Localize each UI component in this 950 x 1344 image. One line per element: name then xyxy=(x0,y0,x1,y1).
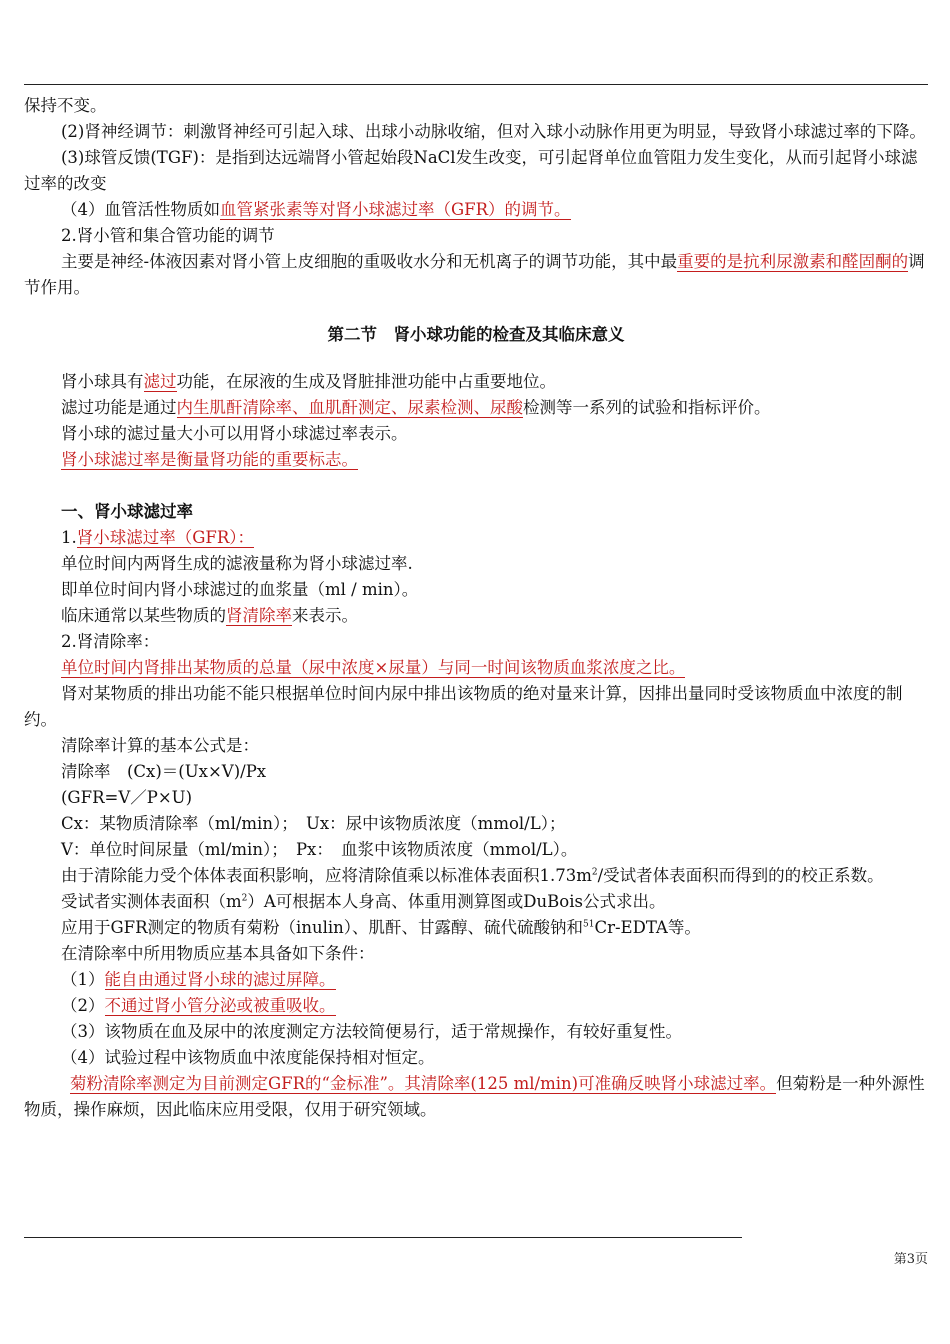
paragraph xyxy=(24,395,928,421)
highlighted-text: 内生肌酐清除率、血肌酐测定、尿素检测、尿酸 xyxy=(176,398,523,417)
paragraph: (2)肾神经调节：刺激肾神经可引起入球、出球小动脉收缩，但对入球小动脉作用更为明显，导致肾小球滤过率的下降。 xyxy=(61,122,926,141)
paragraph xyxy=(2,655,928,681)
subheading: 2.肾小管和集合管功能的调节 xyxy=(61,226,275,245)
footer-rule xyxy=(24,1237,742,1238)
paragraph xyxy=(24,1071,928,1123)
text-run: 主要是神经-体液因素对肾小管上皮细胞的重吸收水分和无机离子的调节功能，其中最 xyxy=(61,252,678,271)
text-run: 滤过功能是通过 xyxy=(61,398,177,417)
text-run: 功能，在尿液的生成及肾脏排泄功能中占重要地位。 xyxy=(176,372,556,391)
paragraph: 保持不变。 xyxy=(24,96,107,115)
list-item: （3）该物质在血及尿中的浓度测定方法较简便易行，适于常规操作，有较好重复性。 xyxy=(61,1022,682,1041)
paragraph: 清除率计算的基本公式是： xyxy=(61,736,259,755)
paragraph xyxy=(24,915,928,941)
paragraph xyxy=(24,197,928,223)
text-run: 1. xyxy=(61,528,77,547)
paragraph: 单位时间内两肾生成的滤液量称为肾小球滤过率. xyxy=(61,554,413,573)
paragraph: (3)球管反馈(TGF)：是指到达远端肾小管起始段NaCl发生改变，可引起肾单位血管阻力发生变化，从而引起肾小球滤过率的改变 xyxy=(24,148,918,193)
paragraph xyxy=(24,603,928,629)
list-item xyxy=(24,967,928,993)
paragraph xyxy=(24,889,928,915)
superscript: 51 xyxy=(583,919,595,930)
text-run: （2） xyxy=(61,996,105,1015)
text-run: Cr-EDTA等。 xyxy=(594,918,701,937)
text-run: 检测等一系列的试验和指标评价。 xyxy=(523,398,771,417)
paragraph xyxy=(24,249,928,301)
header-rule xyxy=(24,84,928,85)
highlighted-text: 不通过肾小管分泌或被重吸收。 xyxy=(104,996,336,1015)
text-run: 临床通常以某些物质的 xyxy=(61,606,226,625)
highlighted-text: 菊粉清除率测定为目前测定GFR的“金标准”。其清除率(125 ml/min)可准确反映肾小球滤过率。 xyxy=(70,1074,777,1093)
highlighted-text: 肾清除率 xyxy=(226,606,292,625)
highlighted-text: 肾小球滤过率是衡量肾功能的重要标志。 xyxy=(61,450,358,469)
text-run: ）A可根据本人身高、体重用测算图或DuBois公式求出。 xyxy=(247,892,666,911)
list-item xyxy=(24,993,928,1019)
text-run: 应用于GFR测定的物质有菊粉（inulin）、肌酐、甘露醇、硫代硫酸钠和 xyxy=(61,918,584,937)
text-run: （1） xyxy=(61,970,105,989)
text-run: 调节作用。 xyxy=(24,252,925,297)
text-run: 来表示。 xyxy=(292,606,358,625)
highlighted-text: 单位时间内肾排出某物质的总量（尿中浓度×尿量）与同一时间该物质血浆浓度之比。 xyxy=(61,658,686,677)
highlighted-text: 重要的是抗利尿激素和醛固酮的 xyxy=(677,252,909,271)
highlighted-text: 肾小球滤过率（GFR）： xyxy=(76,528,255,547)
paragraph: 在清除率中所用物质应基本具备如下条件： xyxy=(61,944,375,963)
text-run: 但菊粉是一种外源性物质，操作麻烦，因此临床应用受限，仅用于研究领域。 xyxy=(24,1074,925,1119)
paragraph: 肾对某物质的排出功能不能只根据单位时间内尿中排出该物质的绝对量来计算，因排出量同时受该物质血中浓度的制约。 xyxy=(24,684,903,729)
page-number: 第3页 xyxy=(893,1252,928,1267)
paragraph: 肾小球的滤过量大小可以用肾小球滤过率表示。 xyxy=(61,424,408,443)
list-item: （4）试验过程中该物质血中浓度能保持相对恒定。 xyxy=(61,1048,435,1067)
superscript: 2 xyxy=(241,893,248,904)
superscript: 2 xyxy=(591,867,598,878)
text-run: 由于清除能力受个体体表面积影响，应将清除值乘以标准体表面积1.73m xyxy=(61,866,592,885)
highlighted-text: 血管紧张素等对肾小球滤过率（GFR）的调节。 xyxy=(220,200,571,219)
paragraph xyxy=(24,369,928,395)
text-run: 肾小球具有 xyxy=(61,372,144,391)
text-run: 受试者实测体表面积（m xyxy=(61,892,242,911)
heading: 一、肾小球滤过率 xyxy=(61,502,193,521)
paragraph xyxy=(24,447,928,473)
paragraph: V：单位时间尿量（ml/min）； Px： 血浆中该物质浓度（mmol/L）。 xyxy=(61,840,578,859)
highlighted-text: 滤过 xyxy=(143,372,177,391)
paragraph xyxy=(24,863,928,889)
text-run: /受试者体表面积而得到的的校正系数。 xyxy=(597,866,884,885)
document-body xyxy=(24,93,928,1123)
highlighted-text: 能自由通过肾小球的滤过屏障。 xyxy=(104,970,336,989)
paragraph: Cx：某物质清除率（ml/min）； Ux：尿中该物质浓度（mmol/L）； xyxy=(61,814,566,833)
paragraph: 即单位时间内肾小球滤过的血浆量（ml / min）。 xyxy=(61,580,419,599)
section-title: 第二节 肾小球功能的检查及其临床意义 xyxy=(327,325,625,344)
text-run: （4）血管活性物质如 xyxy=(61,200,220,219)
formula: (GFR=V／P×U) xyxy=(61,788,193,807)
paragraph: 2.肾清除率： xyxy=(61,632,160,651)
formula: 清除率 (Cx)＝(Ux×V)/Px xyxy=(61,762,267,781)
paragraph xyxy=(24,525,928,551)
